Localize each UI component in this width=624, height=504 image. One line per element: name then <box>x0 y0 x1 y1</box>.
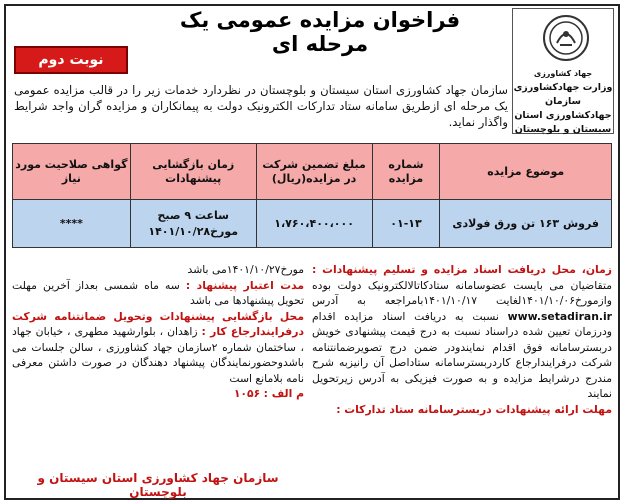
cell-number: ۰۱-۱۳ <box>372 200 440 248</box>
logo-org-line2: جهادکشاورزی استان <box>514 110 612 121</box>
table-row <box>13 200 612 248</box>
logo-ministry: وزارت جهادکشاورزی <box>513 82 613 93</box>
intro-paragraph <box>14 54 508 130</box>
heading-document-receipt: زمان، محل دریافت اسناد مزایده و تسلیم پیشنهادات : <box>312 263 612 276</box>
cell-certificate: **** <box>13 200 131 248</box>
opening-time-line2: مورخ۱۴۰۱/۱۰/۲۸ <box>148 224 239 238</box>
opening-time-line1: ساعت ۹ صبح <box>157 208 229 222</box>
round-badge: نوبت دوم <box>14 46 128 74</box>
notice-body <box>12 262 612 492</box>
header-number: شماره مزایده <box>372 144 440 200</box>
cell-guarantee: ۱،۷۶۰،۴۰۰،۰۰۰ <box>256 200 372 248</box>
validity-text: سه ماه شمسی بعداز آخرین مهلت تحویل پیشنهادها می باشد <box>12 278 304 307</box>
validity-label: مدت اعتبار پیشنهاد : <box>185 278 304 292</box>
auction-table <box>12 143 612 248</box>
cell-subject: فروش ۱۶۳ تن ورق فولادی <box>440 200 612 248</box>
logo-brand: جهاد کشاورزی <box>533 69 593 78</box>
code-label: م الف : <box>263 387 304 400</box>
setad-website-link[interactable]: www.setadiran.ir <box>507 309 613 323</box>
footer-organization: سازمان جهاد کشاورزی استان سیستان و بلوچستان <box>37 471 279 499</box>
logo-org-line3: سیستان و بلوچستان <box>514 124 612 135</box>
receipt-text-a: متقاضیان می بایست عضوسامانه ستادکاتالالکترونیک دولت بوده وازمورخ۱۴۰۱/۱۰/۰۶لغایت ۱۴۰۱/۱۰/۱۷بامراجعه به آدرس <box>312 278 612 307</box>
notice-title: فراخوان مزایده عمومی یک مرحله ای <box>179 8 461 56</box>
ministry-logo-box <box>512 8 614 134</box>
header-guarantee: مبلغ تضمین شرکت در مزایده(ریال) <box>256 144 372 200</box>
heading-submission-deadline: مهلت ارائه پیشنهادات دربسترسامانه ستاد تدارکات : <box>336 402 612 416</box>
receipt-text-b: نسبت به دریافت اسناد مزایده اقدام ودرزمان تعیین شده دراسناد نسبت به درج قیمت پیشنهادی خویش دربسترسامانه فوق اقدام نمایندودر ضمن درج تصویرضمانتنامه شرکت درفرایندارجاع کاردربسترسامانه ستاداصل آن رانیزبه شرح مندرج درشرایط مزایده و به صورت فیزیکی به آدرس زیرتحویل نمایند <box>312 309 612 400</box>
jahad-logo-icon <box>543 15 589 61</box>
logo-org-line1: سازمان <box>545 96 581 107</box>
deadline-date: مورخ۱۴۰۱/۱۰/۲۷می باشد <box>187 263 304 276</box>
header-subject: موضوع مزایده <box>440 144 612 200</box>
delivery-text: زاهدان ، بلوارشهید مطهری ، خیابان جهاد ، ساختمان شماره ۲سازمان جهاد کشاورزی ، سالن جلسات می باشدوحضورنمایندگان پیشنهاد دهندگان در صورت داشتن معرفی نامه بلامانع است <box>12 325 304 385</box>
table-header-row <box>13 144 612 200</box>
right-column <box>312 262 612 417</box>
header-opening-time: زمان بازگشایی پیشنهادات <box>130 144 256 200</box>
cell-opening-time <box>130 200 256 248</box>
header-certificate: گواهی صلاحیت مورد نیاز <box>13 144 131 200</box>
left-column <box>12 262 304 402</box>
delivery-heading: محل بازگشایی پیشنهادات وتحویل ضمانتنامه شرکت درفرایندارجاع کار : <box>12 309 304 338</box>
intro-text: سازمان جهاد کشاورزی استان سیستان و بلوچستان در نظردارد خدمات زیر را در قالب مزایده عمومی یک مرحله ای ازطریق سامانه ستاد تدارکات الکترونیک دولت به پیمانکاران و مزایده گران واجد شرایط واگذار نماید. <box>14 83 508 129</box>
code-value: ۱۰۵۶ <box>233 387 261 400</box>
